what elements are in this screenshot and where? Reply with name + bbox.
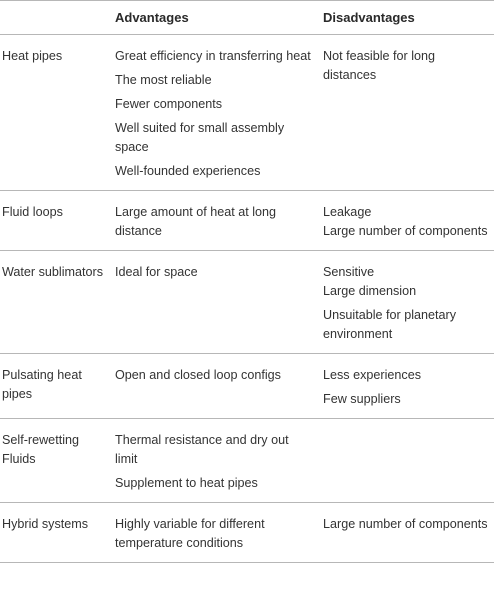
list-item: Open and closed loop configs	[115, 368, 281, 382]
row-label: Hybrid systems	[0, 503, 110, 563]
list-item: Large dimension	[323, 284, 417, 298]
row-label: Water sublimators	[0, 251, 110, 354]
list-item: Well-founded experiences	[115, 164, 261, 178]
list-item: Large amount of heat at long distance	[115, 205, 277, 238]
table-row	[0, 503, 494, 563]
header-advantages: Advantages	[110, 1, 318, 35]
list-item: Ideal for space	[115, 265, 198, 279]
advantages-cell	[110, 191, 318, 251]
list-item: Fewer components	[115, 97, 223, 111]
row-label: Heat pipes	[0, 35, 110, 191]
disadvantages-cell	[318, 251, 494, 354]
list-item: Sensitive	[323, 265, 375, 279]
list-item: The most reliable	[115, 73, 212, 87]
table-row	[0, 251, 494, 354]
table-row	[0, 354, 494, 419]
disadvantages-cell	[318, 503, 494, 563]
disadvantages-cell	[318, 35, 494, 191]
header-row	[0, 1, 494, 35]
list-item: Less experiences	[323, 368, 422, 382]
disadvantages-cell	[318, 419, 494, 503]
list-item: Highly variable for different temperature conditions	[115, 517, 265, 550]
row-label: Pulsating heat pipes	[0, 354, 110, 419]
disadvantages-cell	[318, 354, 494, 419]
advantages-cell	[110, 503, 318, 563]
list-item: Leakage	[323, 205, 372, 219]
header-empty	[0, 1, 110, 35]
row-label: Fluid loops	[0, 191, 110, 251]
advantages-cell	[110, 419, 318, 503]
list-item: Well suited for small assembly space	[115, 121, 285, 154]
list-item: Not feasible for long distances	[323, 49, 436, 82]
list-item: Large number of components	[323, 517, 488, 531]
advantages-cell	[110, 354, 318, 419]
advantages-cell	[110, 251, 318, 354]
list-item: Thermal resistance and dry out limit	[115, 433, 289, 466]
row-label: Self-rewetting Fluids	[0, 419, 110, 503]
header-disadvantages: Disadvantages	[318, 1, 494, 35]
list-item: Unsuitable for planetary environment	[323, 308, 457, 341]
list-item: Large number of components	[323, 224, 488, 238]
list-item: Few suppliers	[323, 392, 401, 406]
list-item: Supplement to heat pipes	[115, 476, 258, 490]
table-row	[0, 35, 494, 191]
disadvantages-cell	[318, 191, 494, 251]
advantages-cell	[110, 35, 318, 191]
table-row	[0, 191, 494, 251]
table-row	[0, 419, 494, 503]
list-item: Great efficiency in transferring heat	[115, 49, 311, 63]
